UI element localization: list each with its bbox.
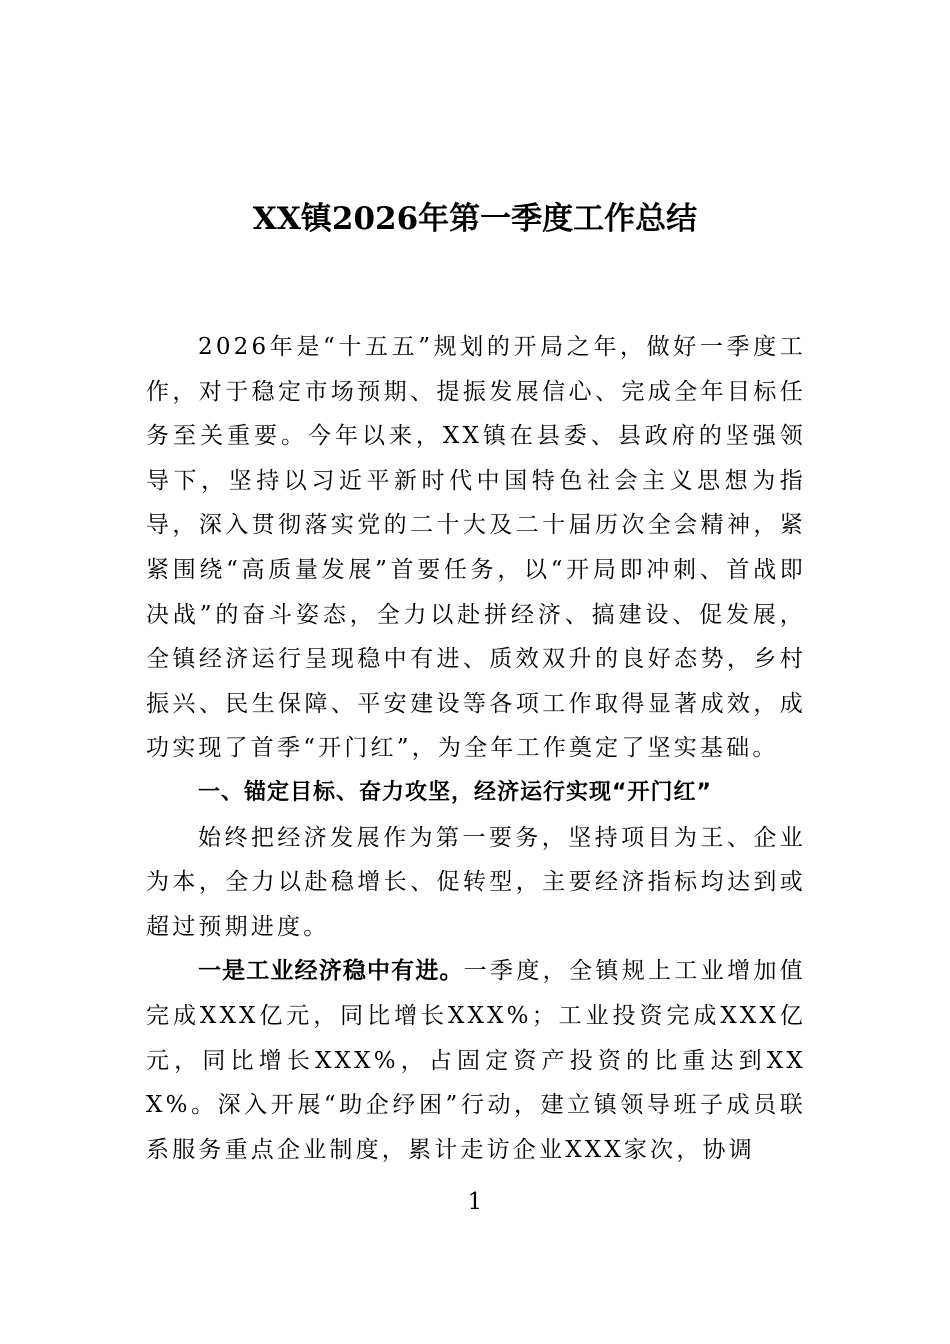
intro-paragraph: 2026年是“十五五”规划的开局之年，做好一季度工作，对于稳定市场预期、提振发展信心、完成全年目标任务至关重要。今年以来，XX镇在县委、县政府的坚强领导下，坚持以习近平新时代中国特色社会主义思想为指导，深入贯彻落实党的二十大及二十届历次全会精神，紧紧围绕“高质量发展”首要任务，以“开局即冲刺、首战即决战”的奋斗姿态，全力以赴拼经济、搞建设、促发展，全镇经济运行呈现稳中有进、质效双升的良好态势，乡村振兴、民生保障、平安建设等各项工作取得显著成效，成功实现了首季“开门红”，为全年工作奠定了坚实基础。 — [146, 334, 806, 762]
section-heading: 一、锚定目标、奋力攻坚，经济运行实现“开门红” — [198, 779, 712, 805]
page-number: 1 — [467, 1189, 483, 1215]
document-body — [146, 325, 806, 1172]
section-intro-paragraph: 始终把经济发展作为第一要务，坚持项目为王、企业为本，全力以赴稳增长、促转型，主要经济指标均达到或超过预期进度。 — [146, 824, 806, 940]
item-paragraph — [146, 949, 806, 1172]
item-text: 一季度，全镇规上工业增加值完成XXX亿元，同比增长XXX%；工业投资完成XXX亿元，同比增长XXX%，占固定资产投资的比重达到XXX%。深入开展“助企纾困”行动，建立镇领导班子成员联系服务重点企业制度，累计走访企业XXX家次，协调 — [146, 958, 806, 1163]
item-lead: 一是工业经济稳中有进。 — [198, 958, 464, 985]
document-title: XX镇2026年第一季度工作总结 — [252, 201, 698, 237]
